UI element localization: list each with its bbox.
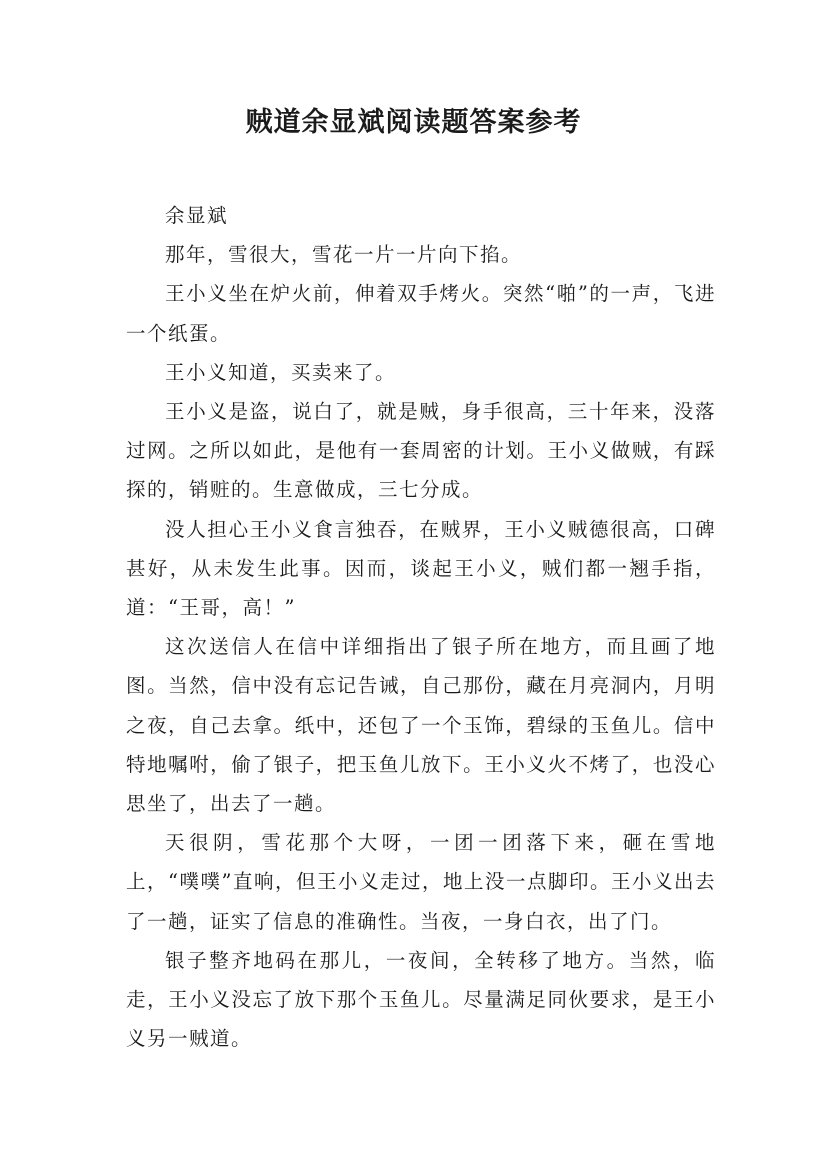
paragraph: 王小义坐在炉火前，伸着双手烤火。突然“啪”的一声，飞进一个纸蛋。 [126, 282, 716, 345]
paragraph: 银子整齐地码在那儿，一夜间，全转移了地方。当然，临走，王小义没忘了放下那个玉鱼儿。尽量满足同伙要求，是王小义另一贼道。 [126, 948, 716, 1051]
paragraph: 王小义知道，买卖来了。 [165, 360, 397, 384]
paragraph: 没人担心王小义食言独吞，在贼界，王小义贼德很高，口碑甚好，从未发生此事。因而，谈起王小义，贼们都一翘手指，道：“王哥，高！” [126, 517, 716, 620]
document-body [126, 196, 716, 1058]
paragraph: 那年，雪很大，雪花一片一片向下掐。 [165, 243, 523, 267]
paragraph: 王小义是盗，说白了，就是贼，身手很高，三十年来，没落过网。之所以如此，是他有一套周密的计划。王小义做贼，有踩探的，销赃的。生意做成，三七分成。 [126, 400, 716, 502]
document-title: 贼道余显斌阅读题答案参考 [245, 107, 582, 138]
author-line: 余显斌 [165, 204, 229, 227]
paragraph: 这次送信人在信中详细指出了银子所在地方，而且画了地图。当然，信中没有忘记告诫，自己那份，藏在月亮洞内，月明之夜，自己去拿。纸中，还包了一个玉饰，碧绿的玉鱼儿。信中特地嘱咐，偷了银子，把玉鱼儿放下。王小义火不烤了，也没心思坐了，出去了一趟。 [126, 635, 716, 816]
paragraph: 天很阴，雪花那个大呀，一团一团落下来，砸在雪地上，“噗噗”直响，但王小义走过，地上没一点脚印。王小义出去了一趟，证实了信息的准确性。当夜，一身白衣，出了门。 [126, 831, 716, 933]
